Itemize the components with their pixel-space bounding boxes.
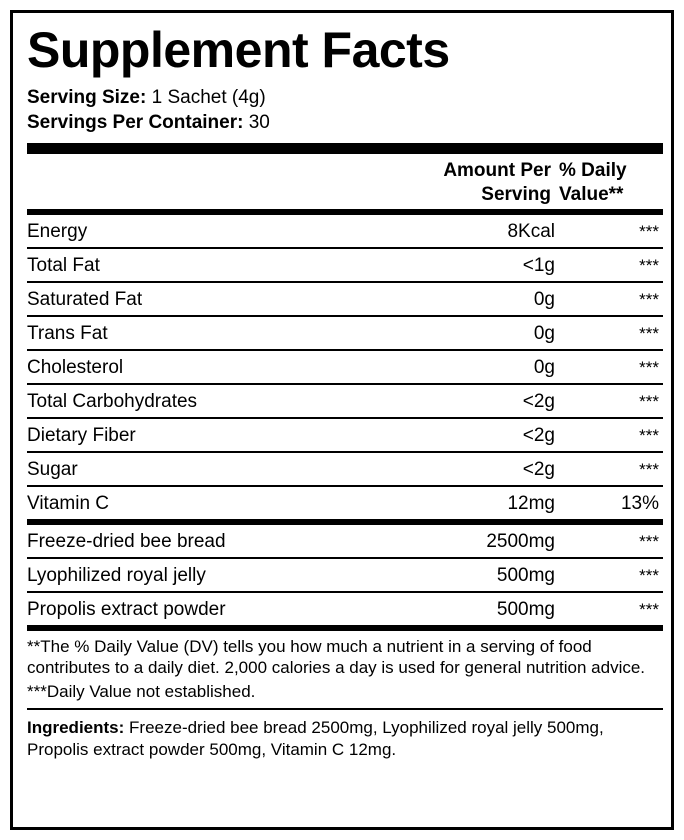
active-name: Propolis extract powder (27, 599, 226, 620)
header-amount-per-serving: Amount Per Serving (443, 160, 551, 205)
nutrient-amount: 0g (407, 350, 555, 384)
nutrition-table (27, 154, 663, 209)
nutrient-name: Saturated Fat (27, 282, 407, 316)
nutrient-amount: <2g (407, 452, 555, 486)
nutrient-name: Vitamin C (27, 493, 110, 514)
ingredients-value: Freeze-dried bee bread 2500mg, Lyophilized royal jelly 500mg, Propolis extract powder 500mg, Vitamin C 12mg. (27, 718, 604, 759)
nutrient-amount: <2g (407, 384, 555, 418)
active-dv: *** (555, 558, 663, 592)
active-dv: *** (555, 525, 663, 558)
table-row (27, 486, 663, 519)
nutrient-dv: *** (555, 215, 663, 248)
nutrient-amount: 0g (407, 282, 555, 316)
nutrient-amount: <2g (407, 418, 555, 452)
serving-size-label: Serving Size: (27, 87, 147, 108)
ingredients-section (27, 710, 663, 761)
nutrient-dv: *** (555, 248, 663, 282)
active-name: Lyophilized royal jelly (27, 558, 407, 592)
nutrient-name: Total Fat (27, 248, 407, 282)
actives-rows (27, 525, 663, 625)
table-row (27, 418, 663, 452)
nutrient-amount: 0g (407, 316, 555, 350)
serving-size-line (27, 85, 663, 110)
header-blank (27, 154, 403, 209)
active-amount: 2500mg (407, 525, 555, 558)
servings-per-container-line (27, 110, 663, 135)
active-amount: 500mg (496, 599, 555, 620)
nutrient-dv: *** (555, 316, 663, 350)
table-row (27, 248, 663, 282)
divider-thick-top (27, 143, 663, 154)
table-row (27, 215, 663, 248)
table-row (27, 525, 663, 558)
table-row (27, 452, 663, 486)
supplement-facts-content (27, 19, 663, 761)
nutrient-name: Trans Fat (27, 316, 407, 350)
servings-per-container-value: 30 (248, 112, 270, 133)
active-dv: *** (639, 600, 659, 619)
table-row (27, 384, 663, 418)
table-row (27, 350, 663, 384)
table-row (27, 282, 663, 316)
nutrient-amount: 12mg (507, 493, 555, 514)
table-row (27, 592, 663, 625)
active-amount: 500mg (407, 558, 555, 592)
supplement-facts-panel (10, 10, 674, 830)
active-name: Freeze-dried bee bread (27, 525, 407, 558)
footnote-not-established: ***Daily Value not established. (27, 682, 256, 701)
nutrient-dv: *** (555, 418, 663, 452)
nutrient-dv: 13% (620, 493, 659, 514)
nutrient-name: Dietary Fiber (27, 418, 407, 452)
nutrient-dv: *** (555, 452, 663, 486)
ingredients-label: Ingredients: (27, 718, 125, 737)
table-row (27, 558, 663, 592)
nutrient-name: Cholesterol (27, 350, 407, 384)
table-row (27, 316, 663, 350)
nutrient-amount: <1g (407, 248, 555, 282)
nutrient-amount: 8Kcal (407, 215, 555, 248)
nutrient-name: Total Carbohydrates (27, 384, 407, 418)
header-percent-daily-value: % Daily Value** (559, 160, 627, 205)
nutrient-name: Sugar (27, 452, 407, 486)
nutrient-name: Energy (27, 215, 407, 248)
nutrient-dv: *** (555, 384, 663, 418)
table-header-row (27, 154, 663, 209)
nutrient-dv: *** (555, 282, 663, 316)
nutrient-rows (27, 215, 663, 519)
nutrient-dv: *** (555, 350, 663, 384)
page-title: Supplement Facts (27, 22, 450, 78)
serving-size-value: 1 Sachet (4g) (151, 87, 266, 108)
servings-per-container-label: Servings Per Container: (27, 112, 244, 133)
footnote-daily-value: **The % Daily Value (DV) tells you how much a nutrient in a serving of food contributes to a daily diet. 2,000 calories a day is used for general nutrition advice. (27, 637, 646, 677)
